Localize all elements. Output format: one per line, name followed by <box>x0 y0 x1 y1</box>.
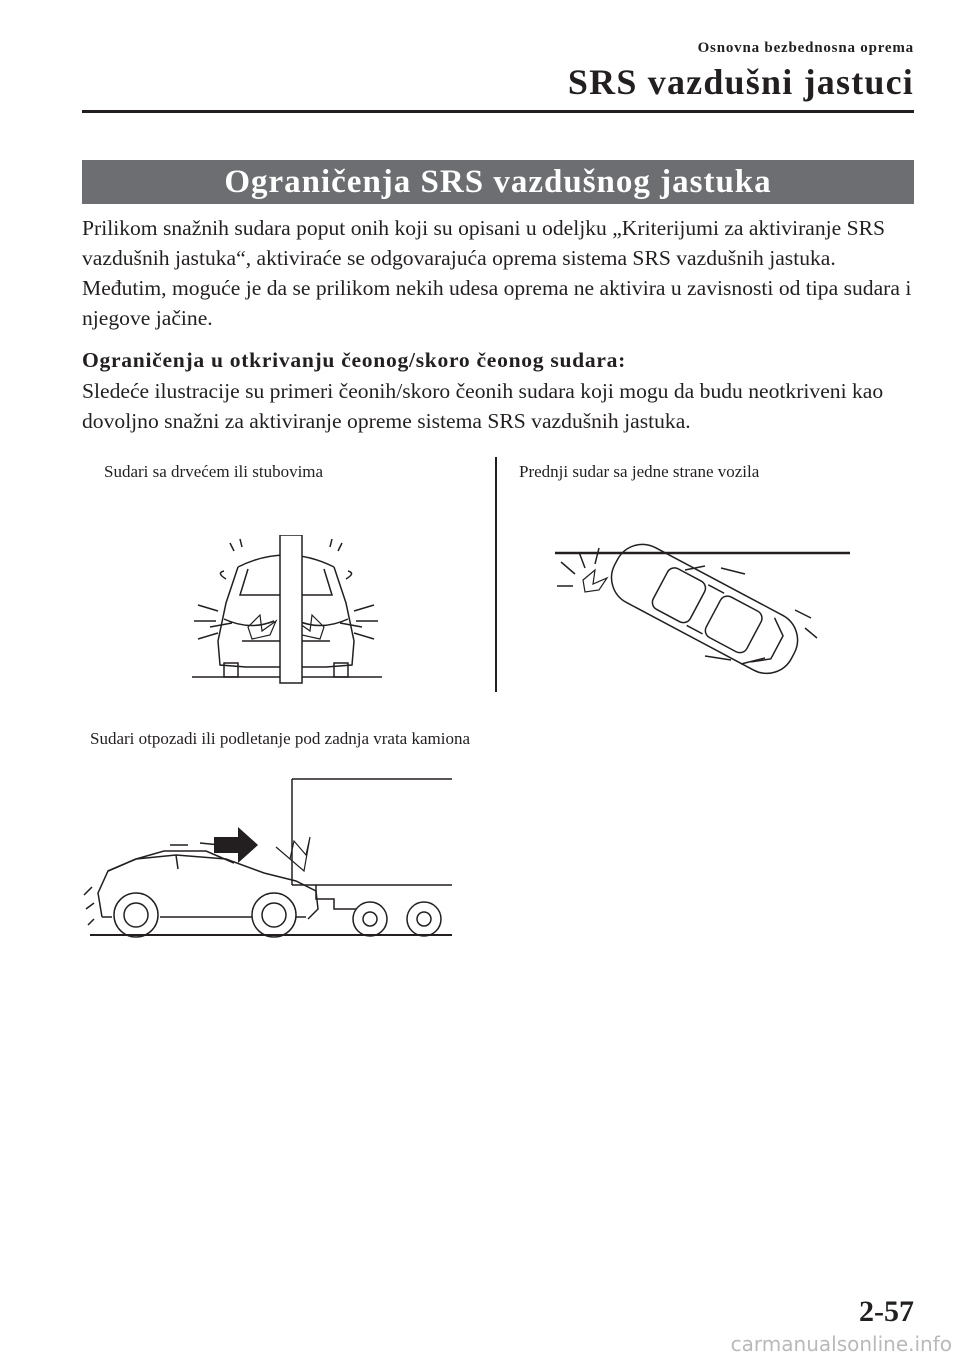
figure-caption-offset: Prednji sudar sa jedne strane vozila <box>519 462 760 481</box>
figure-divider <box>495 457 497 692</box>
subheading-paragraph: Sledeće ilustracije su primeri čeonih/skoro čeonih sudara koji mogu da budu neotkriveni kao dovoljno snažni za aktiviranje opreme sistema SRS vazdušnih jastuka. <box>82 379 884 433</box>
page-number: 2-57 <box>859 1295 914 1328</box>
section-label: Osnovna bezbednosna oprema <box>697 40 914 56</box>
header-divider <box>82 110 914 113</box>
watermark: carmanualsonline.info <box>730 1332 952 1356</box>
intro-paragraph: Prilikom snažnih sudara poput onih koji su opisani u odeljku „Kriterijumi za aktiviranje SRS vazdušnih jastuka“, aktiviraće se odgovarajuća oprema sistema SRS vazdušnih jastuka. Međutim, moguće je da se prilikom nekih udesa oprema ne aktivira u zavisnosti od tipa sudara i njegove jačine. <box>82 216 912 330</box>
underride-collision-illustration <box>80 775 460 945</box>
pole-collision-illustration <box>190 535 390 685</box>
figure-caption-pole: Sudari sa drvećem ili stubovima <box>104 462 324 481</box>
figure-caption-underride: Sudari otpozadi ili podletanje pod zadnja vrata kamiona <box>90 729 471 748</box>
section-banner: Ograničenja SRS vazdušnog jastuka <box>82 160 914 204</box>
offset-collision-illustration <box>555 540 855 675</box>
subheading: Ograničenja u otkrivanju čeonog/skoro čeonog sudara: <box>82 348 627 372</box>
page-title: SRS vazdušni jastuci <box>567 62 914 102</box>
